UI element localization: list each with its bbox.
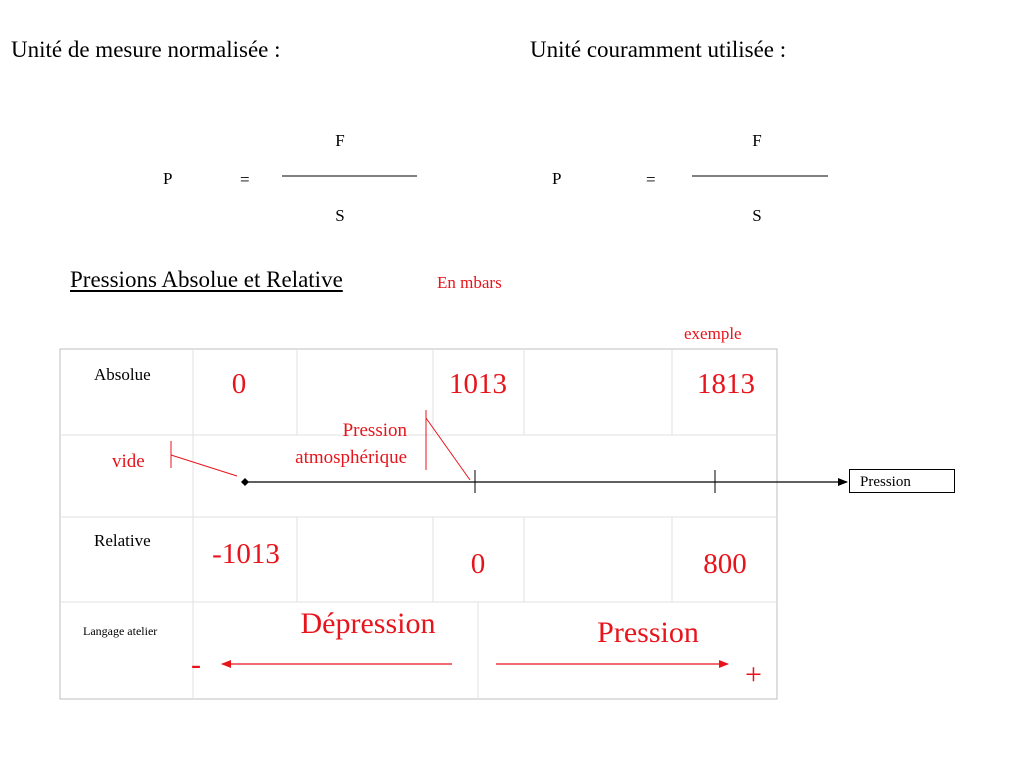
row-label-relative: Relative (94, 531, 151, 550)
formula-equals: = (646, 170, 656, 189)
pression-label: Pression (597, 616, 699, 649)
header-common-unit: Unité couramment utilisée : (530, 37, 787, 62)
unit-note: En mbars (437, 273, 502, 292)
formula-numerator: F (335, 131, 345, 150)
absolue-value-example: 1813 (697, 368, 755, 400)
row-label-atelier: Langage atelier (83, 624, 158, 638)
example-note: exemple (684, 324, 742, 343)
formula-denominator: S (335, 206, 345, 225)
formula-p: P (552, 169, 562, 188)
minus-sign: - (191, 648, 201, 681)
axis-origin-diamond (241, 478, 249, 486)
vide-callout-line (171, 455, 237, 476)
depression-label: Dépression (300, 607, 436, 640)
relative-value-example: 800 (703, 548, 747, 580)
vide-annotation: vide (112, 451, 145, 472)
formula-denominator: S (752, 206, 762, 225)
pressure-axis-label: Pression (849, 469, 955, 493)
relative-value-atm: 0 (470, 548, 486, 580)
relative-value-vacuum: -1013 (212, 538, 280, 570)
header-normalized-unit: Unité de mesure normalisée : (11, 37, 281, 62)
section-title: Pressions Absolue et Relative (70, 267, 343, 292)
row-label-absolue: Absolue (94, 365, 151, 384)
atm-annotation-line1: Pression (342, 420, 407, 441)
formula-equals: = (240, 170, 250, 189)
formula-numerator: F (752, 131, 762, 150)
formula-p: P (163, 169, 173, 188)
absolue-value-atm: 1013 (449, 368, 507, 400)
atm-callout-line (426, 418, 470, 480)
plus-sign: + (745, 658, 762, 691)
atm-annotation-line2: atmosphérique (295, 447, 407, 468)
absolue-value-vacuum: 0 (231, 368, 247, 400)
